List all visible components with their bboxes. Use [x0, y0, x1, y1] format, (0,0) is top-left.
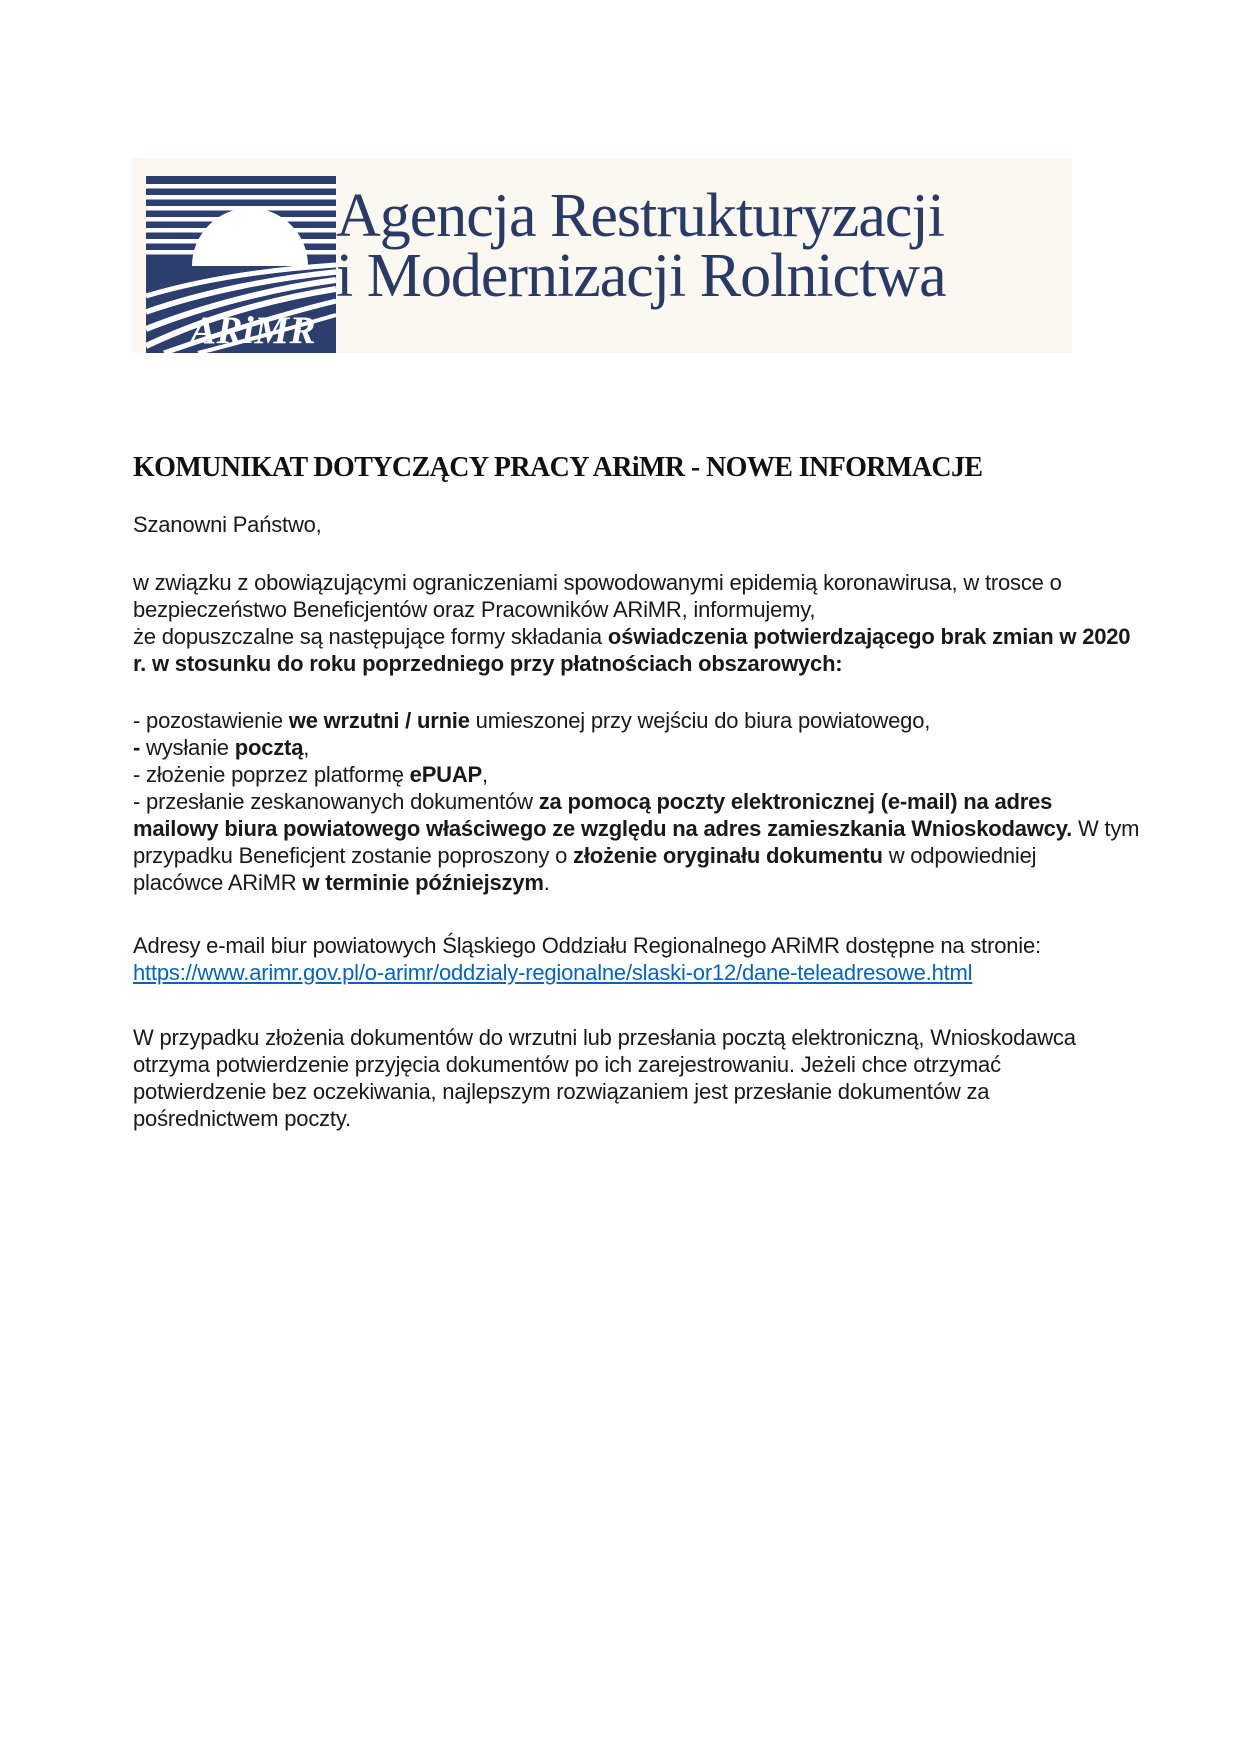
text-segment: - złożenie poprzez platformę [133, 762, 410, 787]
arimr-logo-icon [146, 176, 336, 353]
document-title: KOMUNIKAT DOTYCZĄCY PRACY ARiMR - NOWE INFORMACJE [133, 452, 983, 483]
text-segment: mailowy biura powiatowego właściwego ze względu na adres zamieszkania Wnioskodawcy. [133, 816, 1073, 841]
text-segment: potwierdzenie bez oczekiwania, najlepszym rozwiązaniem jest przesłanie dokumentów za [133, 1079, 990, 1104]
logo-banner [131, 158, 1072, 353]
text-line [133, 869, 1139, 896]
text-segment: pośrednictwem poczty. [133, 1106, 351, 1131]
text-segment: przypadku Beneficjent zostanie poproszony o [133, 843, 574, 868]
text-segment: - [133, 735, 141, 760]
text-segment: - przesłanie zeskanowanych dokumentów [133, 789, 539, 814]
text-segment: - pozostawienie [133, 708, 289, 733]
text-segment: we wrzutni / urnie [288, 708, 470, 733]
text-segment: otrzyma potwierdzenie przyjęcia dokumentów po ich zarejestrowaniu. Jeżeli chce otrzymać [133, 1052, 1001, 1077]
text-line [133, 788, 1139, 815]
text-line [133, 761, 1139, 788]
logo-wordmark: ARiMR [190, 309, 317, 352]
text-segment: że dopuszczalne są następujące formy składania [133, 624, 608, 649]
text-segment: , [303, 735, 310, 760]
options-list [133, 707, 1139, 896]
text-segment: za pomocą poczty elektronicznej (e-mail) na adres [538, 789, 1053, 814]
org-name-line2: i Modernizacji Rolnictwa [336, 242, 946, 310]
text-line [133, 1051, 1076, 1078]
text-segment: umieszonej przy wejściu do biura powiatowego, [469, 708, 931, 733]
text-segment: W przypadku złożenia dokumentów do wrzutni lub przesłania pocztą elektroniczną, Wnioskodawca [133, 1025, 1076, 1050]
text-line [133, 596, 1130, 623]
text-line [133, 1078, 1076, 1105]
arimr-website-link[interactable]: https://www.arimr.gov.pl/o-arimr/oddzialy-regionalne/slaski-or12/dane-teleadresowe.html [133, 960, 973, 985]
text-line [133, 623, 1130, 650]
text-segment: w związku z obowiązującymi ograniczeniami spowodowanymi epidemią koronawirusa, w trosce o [133, 570, 1062, 595]
text-segment: ePUAP [409, 762, 483, 787]
text-segment: . [543, 870, 550, 895]
text-segment: złożenie oryginału dokumentu [573, 843, 883, 868]
text-line [133, 650, 1130, 677]
text-segment: placówce ARiMR [133, 870, 303, 895]
text-segment: w odpowiedniej [882, 843, 1037, 868]
org-name-line1: Agencja Restrukturyzacji [336, 182, 944, 250]
text-line [133, 569, 1130, 596]
text-segment: w terminie późniejszym [302, 870, 544, 895]
addresses-intro: Adresy e-mail biur powiatowych Śląskiego Oddziału Regionalnego ARiMR dostępne na stronie: [133, 933, 1041, 958]
text-segment: , [482, 762, 488, 787]
text-line [133, 734, 1139, 761]
salutation-text: Szanowni Państwo, [133, 512, 322, 537]
text-line [133, 815, 1139, 842]
text-line [133, 1024, 1076, 1051]
text-segment: pocztą [234, 735, 304, 760]
org-name [336, 182, 946, 310]
text-segment: wysłanie [140, 735, 235, 760]
closing-paragraph [133, 1024, 1076, 1132]
text-line [133, 1105, 1076, 1132]
text-line [133, 707, 1139, 734]
intro-paragraph [133, 569, 1130, 677]
text-segment: oświadczenia potwierdzającego brak zmian w 2020 [607, 624, 1131, 649]
text-segment: bezpieczeństwo Beneficjentów oraz Pracowników ARiMR, informujemy, [133, 597, 816, 622]
text-segment: W tym [1072, 816, 1140, 841]
text-line [133, 842, 1139, 869]
text-segment: r. w stosunku do roku poprzedniego przy płatnościach obszarowych: [133, 651, 843, 676]
